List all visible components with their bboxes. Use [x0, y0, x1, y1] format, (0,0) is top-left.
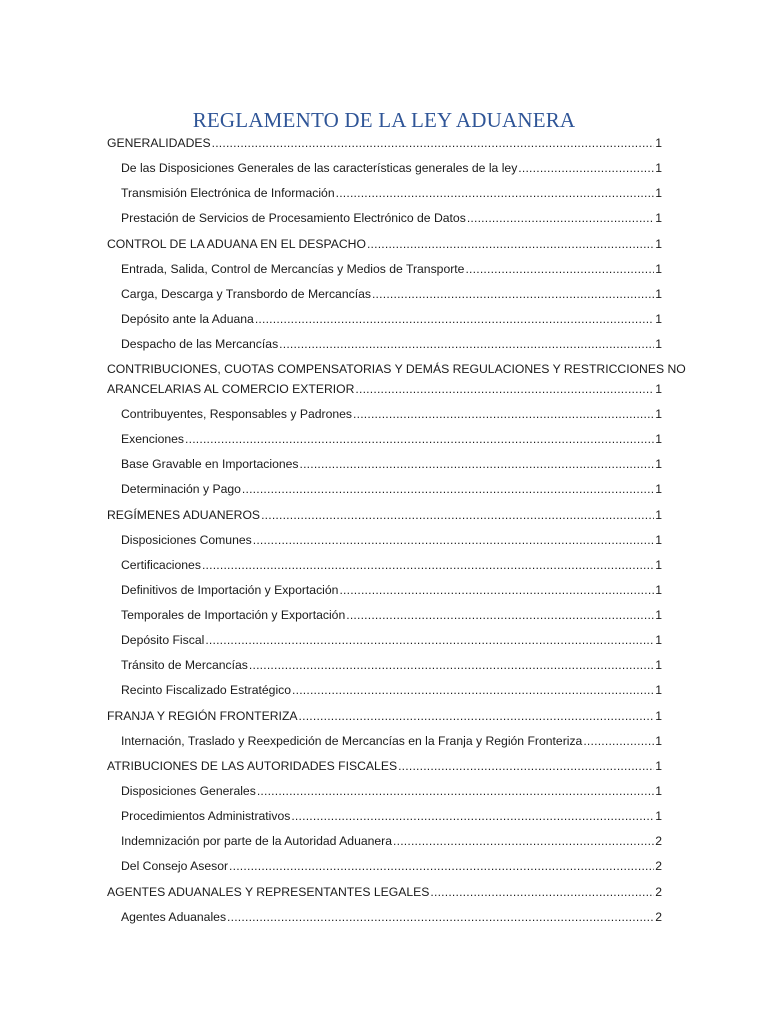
- toc-entry[interactable]: [121, 477, 662, 497]
- toc-entry-label: Indemnización por parte de la Autoridad Aduanera: [121, 834, 393, 848]
- toc-entry-label: Exenciones: [121, 432, 185, 446]
- toc-entry-label: Recinto Fiscalizado Estratégico: [121, 683, 292, 697]
- toc-page-number: 1: [655, 658, 662, 672]
- toc-entry[interactable]: [121, 779, 662, 799]
- toc-entry[interactable]: [107, 704, 662, 724]
- toc-leader: [212, 135, 655, 151]
- toc-entry-label: Tránsito de Mercancías: [121, 658, 248, 672]
- toc-leader: [255, 311, 654, 327]
- toc-entry-line2: [107, 377, 662, 397]
- toc-leader: [465, 261, 654, 277]
- toc-page-number: 2: [655, 910, 662, 924]
- toc-page-number: 1: [655, 683, 662, 697]
- toc-entry[interactable]: [107, 503, 662, 523]
- toc-entry-label: Procedimientos Administrativos: [121, 809, 291, 823]
- toc-page-number: 1: [655, 161, 662, 175]
- toc-entry[interactable]: [121, 729, 662, 749]
- toc-page-number: 1: [655, 457, 662, 471]
- toc-entry[interactable]: [121, 206, 662, 226]
- toc-leader: [242, 481, 654, 497]
- toc-leader: [372, 286, 654, 302]
- toc-entry-label: Depósito ante la Aduana: [121, 312, 254, 326]
- toc-page-number: 2: [655, 859, 662, 873]
- toc-leader: [257, 783, 654, 799]
- toc-entry[interactable]: [121, 427, 662, 447]
- toc-page-number: 1: [655, 583, 662, 597]
- toc-entry[interactable]: [121, 181, 662, 201]
- toc-page-number: 1: [655, 407, 662, 421]
- toc-entry[interactable]: [121, 257, 662, 277]
- toc-entry-label-line2: ARANCELARIAS AL COMERCIO EXTERIOR: [107, 382, 355, 396]
- toc-entry-label: Agentes Aduanales: [121, 910, 227, 924]
- toc-leader: [299, 708, 655, 724]
- toc-page-number: 1: [655, 784, 662, 798]
- toc-entry[interactable]: [121, 628, 662, 648]
- toc-leader: [300, 456, 655, 472]
- toc-page-number: 1: [655, 382, 662, 396]
- toc-page-number: 1: [655, 558, 662, 572]
- toc-leader: [353, 406, 654, 422]
- toc-page-number: 1: [655, 482, 662, 496]
- toc-entry[interactable]: [121, 282, 662, 302]
- toc-entry-label: Contribuyentes, Responsables y Padrones: [121, 407, 353, 421]
- toc-entry-label: REGÍMENES ADUANEROS: [107, 508, 261, 522]
- toc-leader: [346, 607, 654, 623]
- toc-entry[interactable]: [121, 804, 662, 824]
- toc-page-number: 1: [655, 533, 662, 547]
- toc-entry[interactable]: [107, 232, 662, 252]
- toc-leader: [227, 909, 654, 925]
- toc-page-number: 1: [655, 809, 662, 823]
- toc-entry[interactable]: [121, 452, 662, 472]
- toc-page-number: 1: [655, 262, 662, 276]
- toc-leader: [393, 833, 654, 849]
- toc-entry-label: FRANJA Y REGIÓN FRONTERIZA: [107, 709, 298, 723]
- toc-page-number: 1: [655, 136, 662, 150]
- toc-page-number: 1: [655, 508, 662, 522]
- toc-entry[interactable]: [121, 678, 662, 698]
- toc-page-number: 1: [655, 709, 662, 723]
- toc-entry-label: AGENTES ADUANALES Y REPRESENTANTES LEGALES: [107, 885, 430, 899]
- toc-leader: [518, 160, 654, 176]
- toc-page-number: 1: [655, 608, 662, 622]
- toc-entry-label: Temporales de Importación y Exportación: [121, 608, 346, 622]
- toc-entry[interactable]: [107, 754, 662, 774]
- toc-page-number: 1: [655, 312, 662, 326]
- toc-entry[interactable]: [121, 553, 662, 573]
- toc-page-number: 1: [655, 633, 662, 647]
- toc-entry[interactable]: [121, 829, 662, 849]
- toc-leader: [336, 185, 655, 201]
- toc-entry-label: Depósito Fiscal: [121, 633, 205, 647]
- toc-page-number: 1: [655, 287, 662, 301]
- toc-entry[interactable]: [121, 156, 662, 176]
- toc-page-number: 1: [655, 211, 662, 225]
- toc-leader: [249, 657, 654, 673]
- toc-leader: [583, 733, 654, 749]
- toc-leader: [261, 507, 654, 523]
- toc-leader: [253, 532, 654, 548]
- toc-page-number: 1: [655, 337, 662, 351]
- toc-leader: [430, 884, 654, 900]
- toc-entry[interactable]: [107, 131, 662, 151]
- toc-entry[interactable]: [121, 603, 662, 623]
- toc-leader: [279, 336, 654, 352]
- document-title: REGLAMENTO DE LA LEY ADUANERA: [192, 108, 576, 132]
- toc-entry-label-line1: CONTRIBUCIONES, CUOTAS COMPENSATORIAS Y DEMÁS REGULACIONES Y RESTRICCIONES NO: [107, 362, 686, 376]
- toc-leader: [229, 858, 654, 874]
- toc-entry-label: Entrada, Salida, Control de Mercancías y Medios de Transporte: [121, 262, 465, 276]
- toc-page-number: 1: [655, 237, 662, 251]
- toc-entry-label: Despacho de las Mercancías: [121, 337, 279, 351]
- toc-entry-label: Disposiciones Comunes: [121, 533, 252, 547]
- toc-entry-label: ATRIBUCIONES DE LAS AUTORIDADES FISCALES: [107, 759, 398, 773]
- toc-leader: [291, 808, 654, 824]
- toc-entry-label: Prestación de Servicios de Procesamiento Electrónico de Datos: [121, 211, 466, 225]
- toc-entry[interactable]: [121, 905, 662, 925]
- toc-entry-label: Base Gravable en Importaciones: [121, 457, 299, 471]
- toc-entry[interactable]: [121, 332, 662, 352]
- toc-page-number: 1: [655, 759, 662, 773]
- toc-entry-label: De las Disposiciones Generales de las características generales de la ley: [121, 161, 518, 175]
- toc-entry-label: GENERALIDADES: [107, 136, 211, 150]
- toc-leader: [202, 557, 654, 573]
- toc-entry-label: Del Consejo Asesor: [121, 859, 229, 873]
- toc-page-number: 1: [655, 186, 662, 200]
- toc-leader: [205, 632, 654, 648]
- toc-page-number: 2: [655, 834, 662, 848]
- toc-entry[interactable]: [121, 528, 662, 548]
- toc-entry-label: Certificaciones: [121, 558, 201, 572]
- toc-entry[interactable]: [107, 357, 686, 397]
- toc-leader: [398, 758, 654, 774]
- toc-leader: [185, 431, 654, 447]
- toc-entry[interactable]: [121, 578, 662, 598]
- toc-leader: [467, 210, 654, 226]
- toc-entry-label: Definitivos de Importación y Exportación: [121, 583, 339, 597]
- toc-entry-label: Determinación y Pago: [121, 482, 241, 496]
- toc-entry[interactable]: [121, 854, 662, 874]
- toc-entry[interactable]: [107, 880, 662, 900]
- toc-page-number: 1: [655, 432, 662, 446]
- toc-entry-label: Carga, Descarga y Transbordo de Mercancías: [121, 287, 371, 301]
- toc-entry-label: Transmisión Electrónica de Información: [121, 186, 335, 200]
- toc-entry-label: Disposiciones Generales: [121, 784, 256, 798]
- toc-leader: [339, 582, 654, 598]
- toc-page-number: 1: [655, 734, 662, 748]
- toc-leader: [292, 682, 654, 698]
- toc-entry-label: CONTROL DE LA ADUANA EN EL DESPACHO: [107, 237, 366, 251]
- toc-leader: [355, 381, 654, 397]
- toc-entry[interactable]: [121, 402, 662, 422]
- toc-page-number: 2: [655, 885, 662, 899]
- toc-entry-label: Internación, Traslado y Reexpedición de Mercancías en la Franja y Región Fronteriza: [121, 734, 583, 748]
- toc-entry[interactable]: [121, 307, 662, 327]
- toc-leader: [367, 236, 654, 252]
- toc-entry[interactable]: [121, 653, 662, 673]
